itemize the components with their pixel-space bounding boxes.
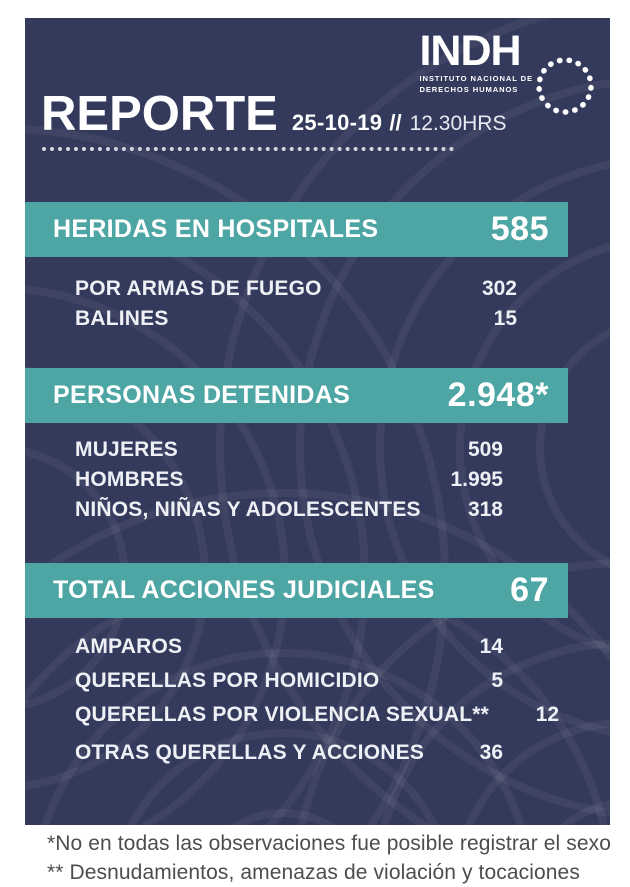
stat-value: 12 (535, 703, 560, 726)
dotted-divider (42, 147, 454, 151)
stat-row (75, 435, 503, 465)
indh-logo-name: INDH (419, 27, 521, 75)
stat-value: 36 (479, 741, 503, 764)
stat-label: POR ARMAS DE FUEGO (75, 277, 322, 300)
footnotes (47, 829, 611, 887)
stat-value: 14 (479, 635, 503, 658)
section-title: PERSONAS DETENIDAS (53, 381, 351, 409)
report-header (41, 86, 506, 151)
report-time: 12.30HRS (409, 112, 507, 135)
stat-label: AMPAROS (75, 635, 183, 658)
stat-value: 15 (493, 307, 517, 330)
stat-row (75, 304, 517, 334)
stat-label: BALINES (75, 307, 169, 330)
stat-row (75, 630, 503, 664)
stat-row (75, 664, 503, 698)
stat-value: 5 (491, 669, 503, 692)
stat-row (75, 495, 503, 525)
indh-logo-subtitle-line2: DERECHOS HUMANOS (419, 85, 519, 95)
stat-label: OTRAS QUERELLAS Y ACCIONES (75, 741, 425, 764)
section-items-detenidas (75, 435, 503, 525)
section-total: 2.948* (447, 376, 549, 414)
page-title: REPORTE (41, 87, 278, 141)
section-total: 585 (490, 210, 549, 248)
stat-value: 318 (467, 498, 503, 521)
section-title: TOTAL ACCIONES JUDICIALES (53, 576, 435, 604)
section-total: 67 (510, 571, 549, 609)
stat-label: MUJERES (75, 438, 178, 461)
stat-row (75, 698, 560, 732)
section-items-acciones (75, 630, 560, 770)
stat-row (75, 465, 503, 495)
stat-label: QUERELLAS POR VIOLENCIA SEXUAL** (75, 703, 490, 726)
footnote-sexo: *No en todas las observaciones fue posible registrar el sexo (47, 832, 611, 855)
stat-value: 509 (467, 438, 503, 461)
section-header-detenidas (25, 368, 568, 423)
section-header-heridas (25, 202, 568, 257)
footnote-desnudamientos: ** Desnudamientos, amenazas de violación y tocaciones (47, 861, 580, 884)
stat-row (75, 274, 517, 304)
stat-label: HOMBRES (75, 468, 184, 491)
dotted-circle-icon (528, 49, 602, 123)
section-items-heridas (75, 274, 517, 334)
stat-row (75, 736, 503, 770)
report-card (25, 18, 610, 825)
section-title: HERIDAS EN HOSPITALES (53, 215, 379, 243)
stat-value: 1.995 (450, 468, 503, 491)
stat-label: QUERELLAS POR HOMICIDIO (75, 669, 380, 692)
section-header-acciones (25, 563, 568, 618)
report-date: 25-10-19 (291, 110, 383, 135)
date-time-separator: // (389, 110, 402, 135)
indh-logo-subtitle-line1: INSTITUTO NACIONAL DE (419, 73, 533, 83)
stat-value: 302 (481, 277, 517, 300)
stat-label: NIÑOS, NIÑAS Y ADOLESCENTES (75, 498, 421, 521)
